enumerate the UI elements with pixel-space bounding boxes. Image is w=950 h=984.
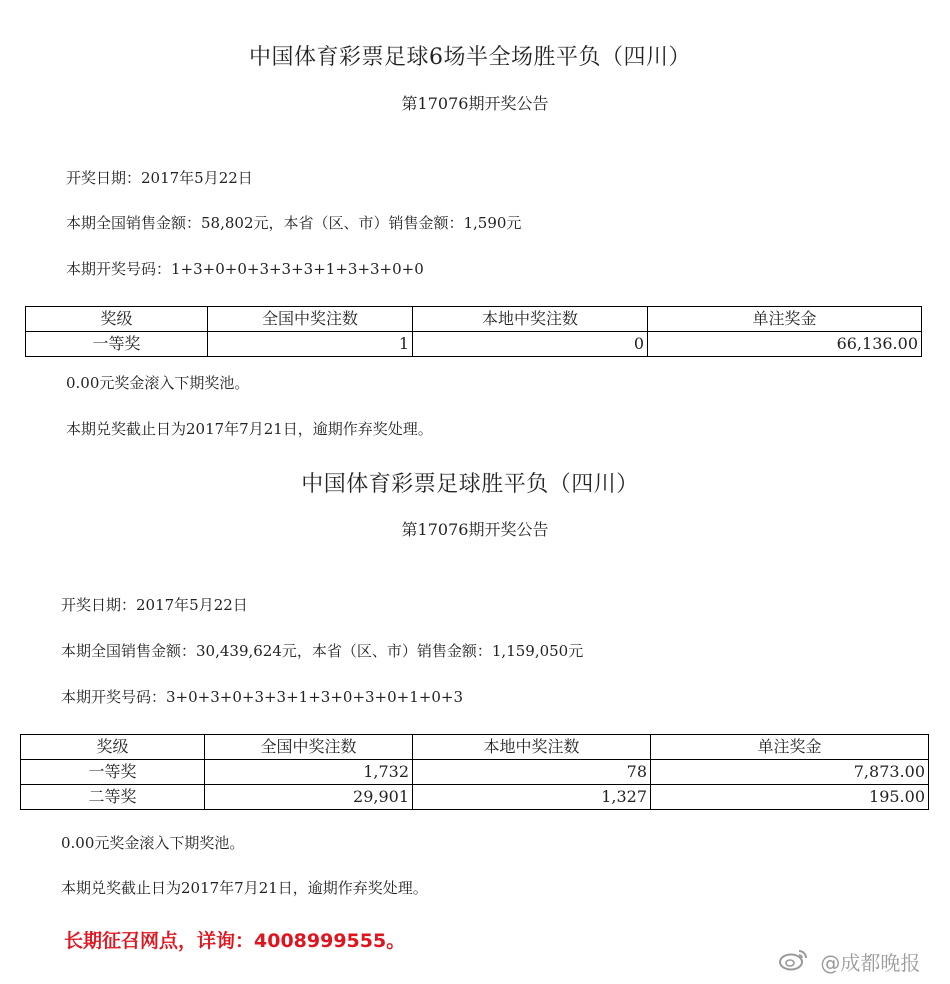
header-prize-level: 奖级 (26, 307, 208, 332)
table-header-row (21, 735, 929, 760)
section1-subtitle: 第17076期开奖公告 (401, 94, 549, 113)
section2-sales: 本期全国销售金额：30,439,624元，本省（区、市）销售金额：1,159,050元 (61, 642, 584, 660)
section2-subtitle: 第17076期开奖公告 (401, 520, 549, 539)
header-national-winners: 全国中奖注数 (205, 735, 413, 760)
cell-local-winners: 1,327 (413, 785, 651, 810)
cell-prize-amount: 195.00 (651, 785, 929, 810)
header-prize-amount: 单注奖金 (651, 735, 929, 760)
header-prize-level: 奖级 (21, 735, 205, 760)
cell-prize-level: 二等奖 (21, 785, 205, 810)
watermark (778, 947, 920, 976)
table-row (21, 760, 929, 785)
cell-local-winners: 78 (413, 760, 651, 785)
table-row (21, 785, 929, 810)
header-local-winners: 本地中奖注数 (413, 307, 648, 332)
cell-prize-amount: 66,136.00 (648, 332, 922, 357)
section2-title: 中国体育彩票足球胜平负（四川） (301, 472, 639, 497)
cell-local-winners: 0 (413, 332, 648, 357)
section1-date: 开奖日期：2017年5月22日 (66, 169, 253, 187)
cell-prize-level: 一等奖 (21, 760, 205, 785)
section2-pool: 0.00元奖金滚入下期奖池。 (61, 834, 245, 852)
cell-prize-level: 一等奖 (26, 332, 208, 357)
section1-pool: 0.00元奖金滚入下期奖池。 (66, 374, 250, 392)
cell-national-winners: 1,732 (205, 760, 413, 785)
section2-date: 开奖日期：2017年5月22日 (61, 596, 248, 614)
table-row (26, 332, 922, 357)
section1-sales: 本期全国销售金额：58,802元，本省（区、市）销售金额：1,590元 (66, 214, 522, 232)
header-prize-amount: 单注奖金 (648, 307, 922, 332)
recruitment-notice: 长期征召网点，详询：4008999555。 (64, 930, 406, 952)
weibo-logo-icon (778, 947, 810, 976)
section1-title: 中国体育彩票足球6场半全场胜平负（四川） (249, 45, 691, 70)
section2-results-table (20, 734, 929, 810)
watermark-text: @成都晚报 (820, 951, 921, 975)
section1-results-table (25, 306, 922, 357)
header-local-winners: 本地中奖注数 (413, 735, 651, 760)
section2-deadline: 本期兑奖截止日为2017年7月21日，逾期作弃奖处理。 (61, 879, 428, 897)
cell-national-winners: 1 (208, 332, 413, 357)
header-national-winners: 全国中奖注数 (208, 307, 413, 332)
cell-national-winners: 29,901 (205, 785, 413, 810)
section1-deadline: 本期兑奖截止日为2017年7月21日，逾期作弃奖处理。 (66, 420, 433, 438)
section1-numbers: 本期开奖号码：1+3+0+0+3+3+3+1+3+3+0+0 (66, 260, 424, 278)
table-header-row (26, 307, 922, 332)
section2-numbers: 本期开奖号码：3+0+3+0+3+3+1+3+0+3+0+1+0+3 (61, 688, 463, 706)
cell-prize-amount: 7,873.00 (651, 760, 929, 785)
